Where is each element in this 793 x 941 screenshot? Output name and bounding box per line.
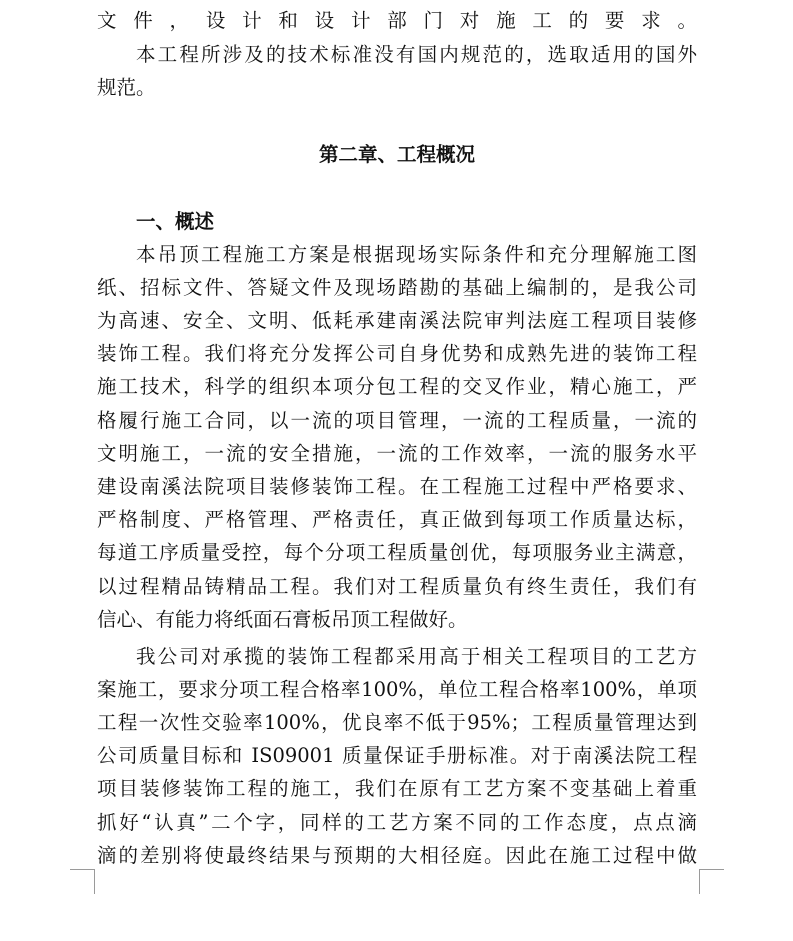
text-line: 本吊顶工程施工方案是根据现场实际条件和充分理解施工图	[136, 243, 697, 266]
text-line: 滴的差别将使最终结果与预期的大相径庭。因此在施工过程中做	[97, 844, 697, 867]
text-line: 规范。	[97, 76, 156, 99]
text-line: 为高速、安全、文明、低耗承建南溪法院审判法庭工程项目装修	[97, 309, 697, 332]
text-line: 严格制度、严格管理、严格责任，真正做到每项工作质量达标，	[97, 508, 697, 531]
text-line: 我公司对承揽的装饰工程都采用高于相关工程项目的工艺方	[136, 645, 697, 668]
crop-mark-left	[70, 869, 95, 894]
crop-mark-right	[699, 869, 724, 894]
text-line: 案施工，要求分项工程合格率100%，单位工程合格率100%，单项	[97, 678, 697, 701]
text-line: 每道工序质量受控，每个分项工程质量创优，每项服务业主满意，	[97, 541, 697, 564]
text-line: 抓好“认真”二个字，同样的工艺方案不同的工作态度，点点滴	[97, 811, 697, 834]
text-line: 施工技术，科学的组织本项分包工程的交叉作业，精心施工，严	[97, 375, 697, 398]
chapter-title: 第二章、工程概况	[318, 143, 475, 166]
text-line: 以过程精品铸精品工程。我们对工程质量负有终生责任，我们有	[97, 575, 697, 598]
text-line: 文件，设计和设计部门对施工的要求。	[97, 9, 697, 32]
text-line: 公司质量目标和 IS09001 质量保证手册标准。对于南溪法院工程	[97, 744, 697, 767]
text-line: 项目装修装饰工程的施工，我们在原有工艺方案不变基础上着重	[97, 777, 697, 800]
text-line: 文明施工，一流的安全措施，一流的工作效率，一流的服务水平	[97, 442, 697, 465]
text-line: 信心、有能力将纸面石膏板吊顶工程做好。	[97, 608, 468, 631]
text-line: 纸、招标文件、答疑文件及现场踏勘的基础上编制的，是我公司	[97, 276, 697, 299]
text-line: 本工程所涉及的技术标准没有国内规范的，选取适用的国外	[136, 43, 697, 66]
text-line: 建设南溪法院项目装修装饰工程。在工程施工过程中严格要求、	[97, 475, 697, 498]
section-title: 一、概述	[136, 210, 215, 233]
text-line: 工程一次性交验率100%，优良率不低于95%；工程质量管理达到	[97, 711, 697, 734]
text-line: 装饰工程。我们将充分发挥公司自身优势和成熟先进的装饰工程	[97, 342, 697, 365]
text-line: 格履行施工合同，以一流的项目管理，一流的工程质量，一流的	[97, 409, 697, 432]
